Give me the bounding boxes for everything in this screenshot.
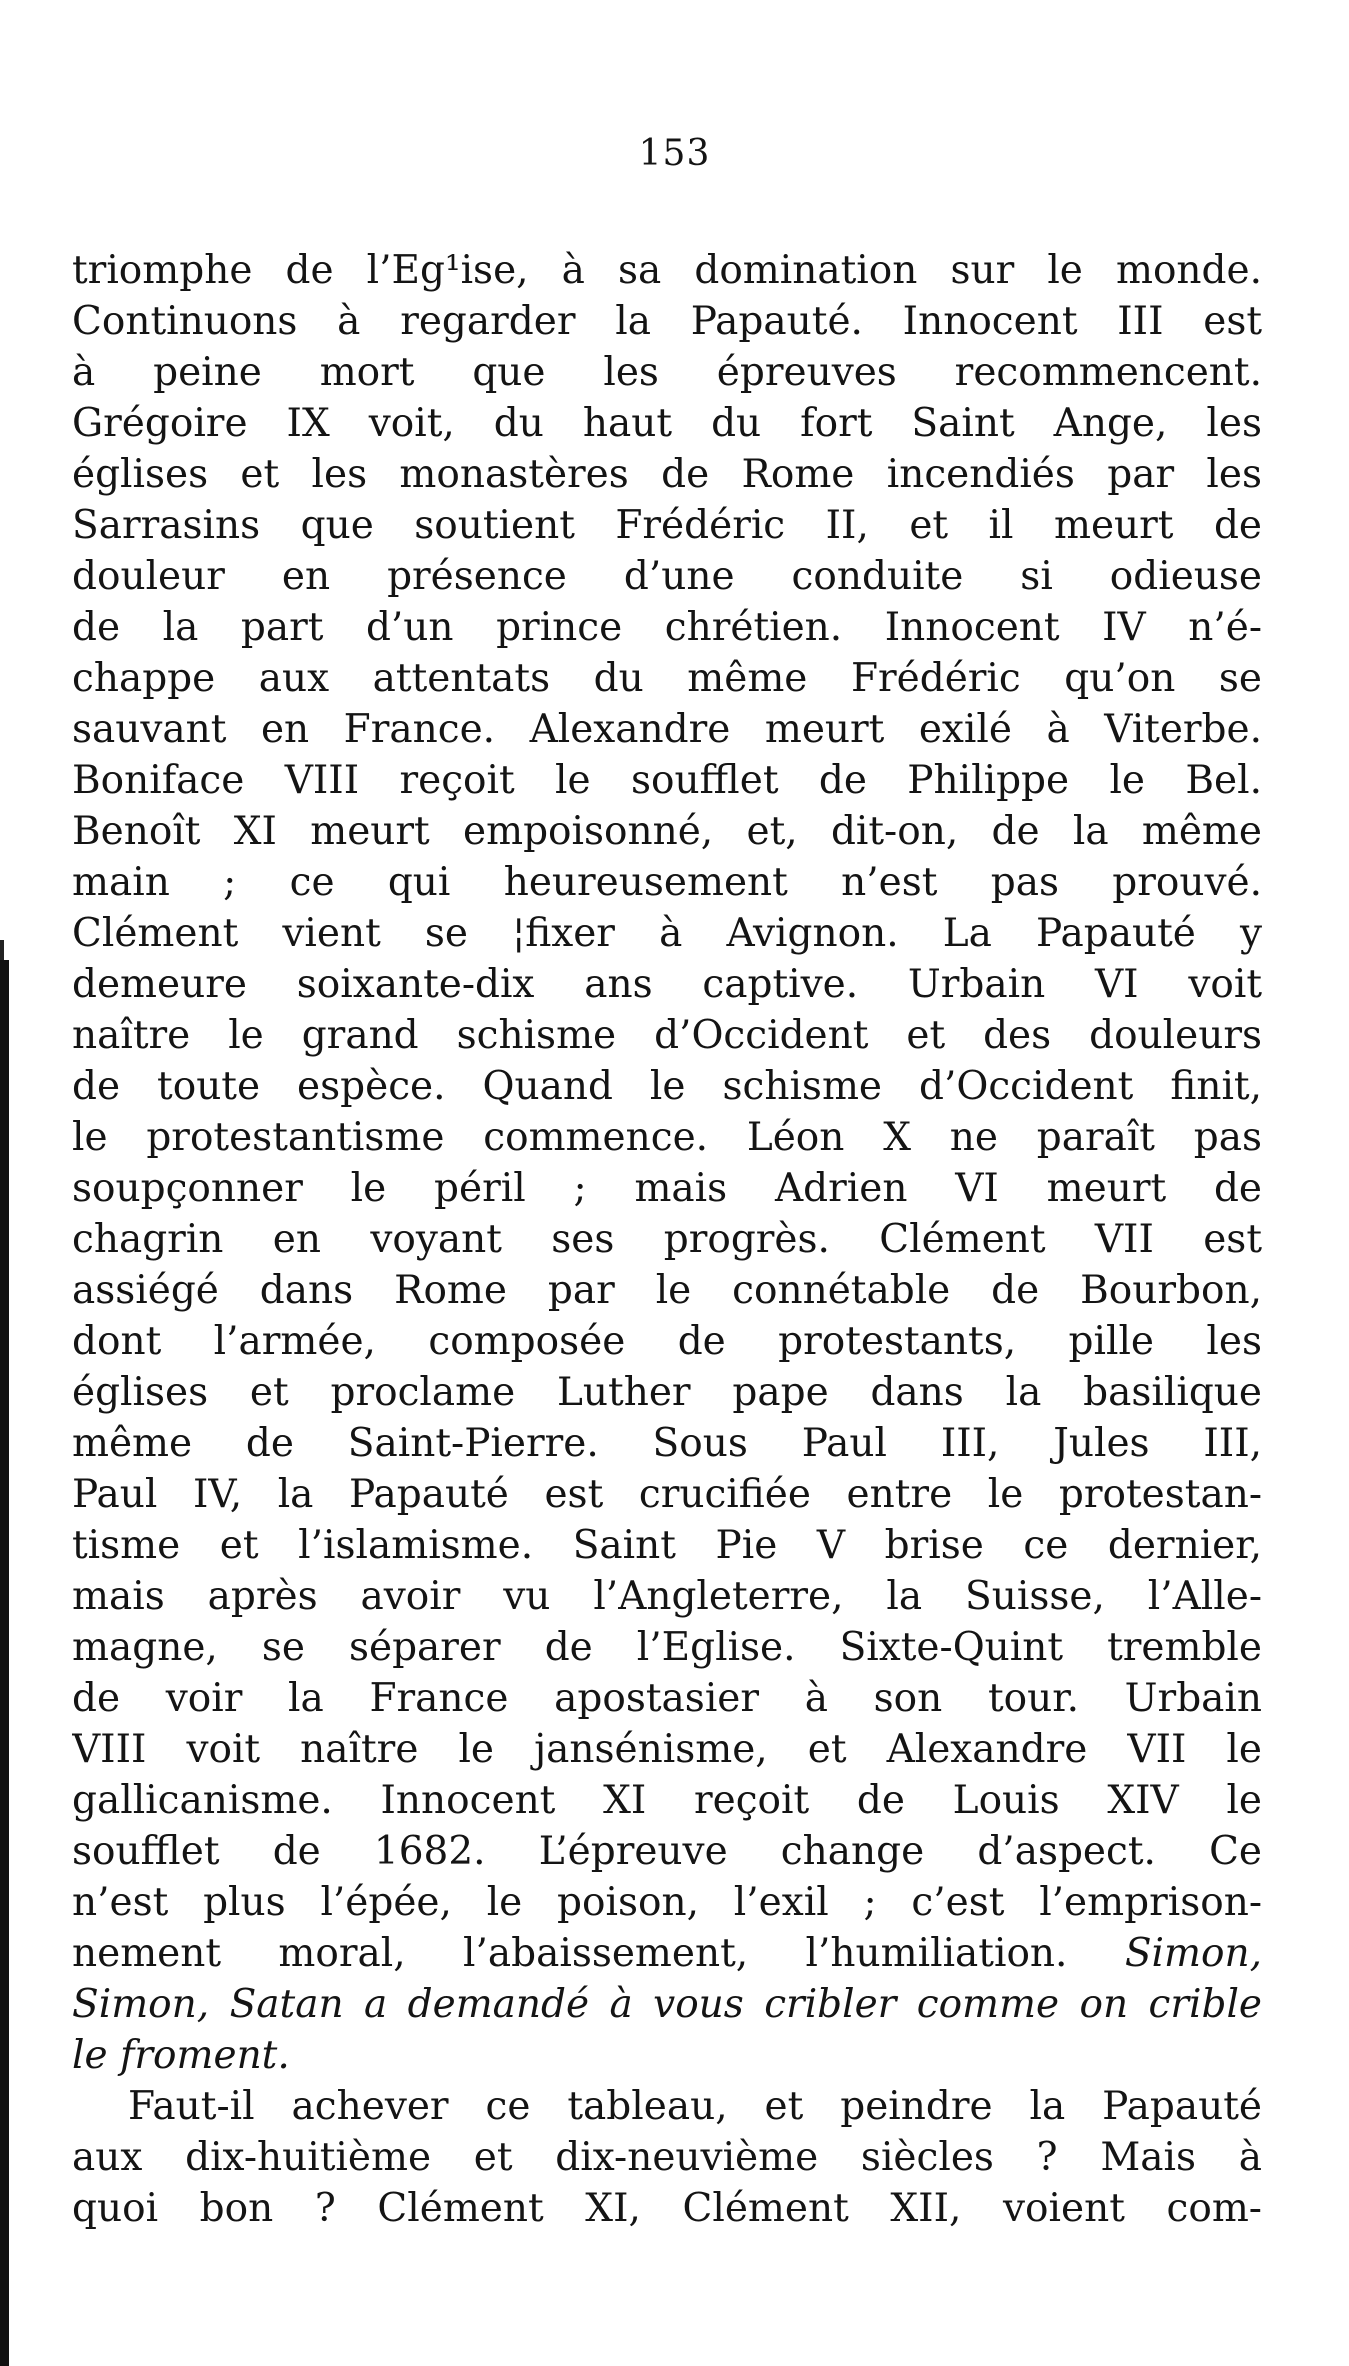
text-line: dont l’armée, composée de protestants, pille les [72,1319,1262,1364]
text-line: soupçonner le péril ; mais Adrien VI meurt de [72,1166,1262,1211]
text-line: tisme et l’islamisme. Saint Pie V brise ce dernier, [72,1523,1262,1568]
text-line: chappe aux attentats du même Frédéric qu’on se [72,656,1262,701]
text-line: à peine mort que les épreuves recommencent. [72,350,1262,395]
text-line: mais après avoir vu l’Angleterre, la Suisse, l’Alle- [72,1574,1262,1619]
text-line: Boniface VIII reçoit le soufflet de Philippe le Bel. [72,758,1262,803]
text-line: magne, se séparer de l’Eglise. Sixte-Quint tremble [72,1625,1262,1670]
text-line: naître le grand schisme d’Occident et des douleurs [72,1013,1262,1058]
text-line: Sarrasins que soutient Frédéric II, et il meurt de [72,503,1262,548]
italic-quote-line: le froment. [72,2033,290,2078]
text-line: Clément vient se ¦fixer à Avignon. La Papauté y [72,911,1262,956]
text-line: le protestantisme commence. Léon X ne paraît pas [72,1115,1262,1160]
text-line: main ; ce qui heureusement n’est pas prouvé. [72,860,1262,905]
text-line: douleur en présence d’une conduite si odieuse [72,554,1262,599]
text-line: églises et les monastères de Rome incendiés par les [72,452,1262,497]
text-line: églises et proclame Luther pape dans la basilique [72,1370,1262,1415]
text-line: de voir la France apostasier à son tour. Urbain [72,1676,1262,1721]
text-line: Benoît XI meurt empoisonné, et, dit-on, de la même [72,809,1262,854]
text-line: même de Saint-Pierre. Sous Paul III, Jules III, [72,1421,1262,1466]
text-line: de la part d’un prince chrétien. Innocent IV n’é- [72,605,1262,650]
text-line: quoi bon ? Clément XI, Clément XII, voient com- [72,2186,1262,2231]
text-line: VIII voit naître le jansénisme, et Alexandre VII le [72,1727,1262,1772]
text-line: Paul IV, la Papauté est crucifiée entre le protestan- [72,1472,1262,1517]
text-line: aux dix-huitième et dix-neuvième siècles ? Mais à [72,2135,1262,2180]
text-line: gallicanisme. Innocent XI reçoit de Louis XIV le [72,1778,1262,1823]
italic-quote: Simon, [1124,1931,1262,1976]
text-line: triomphe de l’Eg¹ise, à sa domination sur le monde. [72,248,1262,293]
text-line: assiégé dans Rome par le connétable de Bourbon, [72,1268,1262,1313]
text-line: nement moral, l’abaissement, l’humiliation. Simon, [72,1931,1262,1976]
italic-quote-line: Simon, Satan a demandé à vous cribler comme on crible [72,1982,1262,2027]
text-line: n’est plus l’épée, le poison, l’exil ; c’est l’emprison- [72,1880,1262,1925]
page-number: 153 [638,133,711,174]
text-line: demeure soixante-dix ans captive. Urbain VI voit [72,962,1262,1007]
text-line: Continuons à regarder la Papauté. Innocent III est [72,299,1262,344]
paragraph-start-line: Faut-il achever ce tableau, et peindre la Papauté [128,2084,1262,2129]
text-line: soufflet de 1682. L’épreuve change d’aspect. Ce [72,1829,1262,1874]
text-line: chagrin en voyant ses progrès. Clément VII est [72,1217,1262,1262]
text-line: Grégoire IX voit, du haut du fort Saint Ange, les [72,401,1262,446]
text-line: de toute espèce. Quand le schisme d’Occident finit, [72,1064,1262,1109]
page-edge-shadow [0,960,9,2366]
text-line: sauvant en France. Alexandre meurt exilé à Viterbe. [72,707,1262,752]
body-text [72,245,1262,2234]
